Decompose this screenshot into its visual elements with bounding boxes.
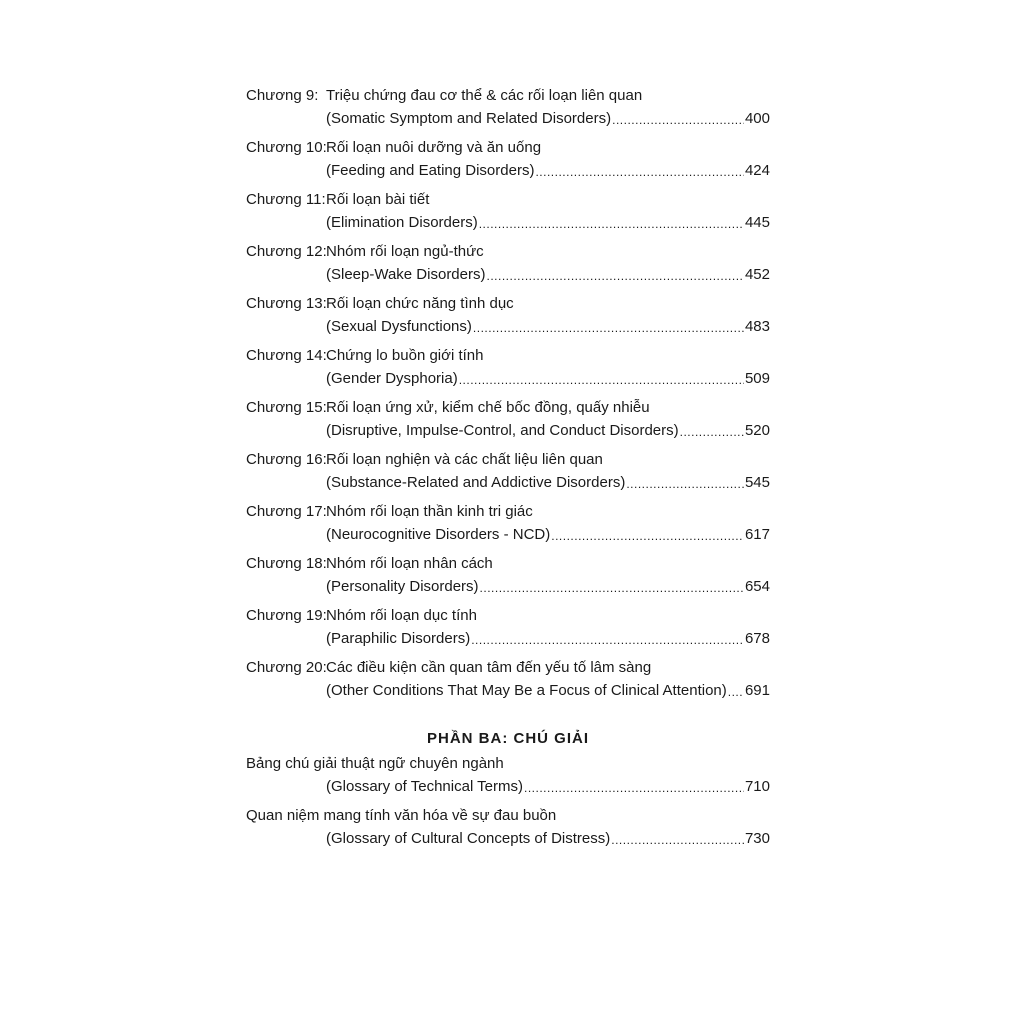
toc-entry[interactable] (246, 752, 770, 804)
dot-leader (612, 107, 744, 130)
dot-leader (524, 775, 744, 798)
page-number: 445 (744, 214, 770, 231)
page-number: 424 (744, 162, 770, 179)
page-number: 710 (744, 778, 770, 795)
dot-leader (626, 471, 744, 494)
chapter-title: Nhóm rối loạn nhân cách (326, 555, 493, 572)
chapter-label: Chương 14: (246, 347, 327, 364)
toc-entry[interactable] (246, 656, 770, 708)
page-number: 678 (744, 630, 770, 647)
dot-leader (487, 263, 744, 286)
chapter-label: Chương 13: (246, 295, 327, 312)
chapter-label: Chương 17: (246, 503, 327, 520)
toc-entry[interactable] (246, 240, 770, 292)
chapter-title: Triệu chứng đau cơ thể & các rối loạn liên quan (326, 87, 643, 104)
chapter-label: Chương 19: (246, 607, 327, 624)
toc-entry[interactable] (246, 292, 770, 344)
page-number: 654 (744, 578, 770, 595)
page-number: 509 (744, 370, 770, 387)
chapter-label: Chương 20: (246, 659, 327, 676)
page-number: 452 (744, 266, 770, 283)
dot-leader (479, 211, 744, 234)
chapter-label: Chương 18: (246, 555, 327, 572)
toc-entry[interactable] (246, 188, 770, 240)
chapter-label: Chương 15: (246, 399, 327, 416)
chapter-title: Rối loạn nuôi dưỡng và ăn uống (326, 139, 542, 156)
toc-entry[interactable] (246, 396, 770, 448)
chapter-title: Rối loạn ứng xử, kiểm chế bốc đồng, quấy nhiễu (326, 399, 650, 416)
page-number: 691 (744, 682, 770, 699)
chapter-label: Chương 9: (246, 87, 319, 104)
glossary-list (246, 752, 770, 856)
chapter-title: Rối loạn chức năng tình dục (326, 295, 514, 312)
glossary-title: Quan niệm mang tính văn hóa về sự đau buồn (246, 807, 557, 824)
chapter-label: Chương 10: (246, 139, 327, 156)
chapter-english-title: (Sexual Dysfunctions) (326, 318, 472, 335)
dot-leader (480, 575, 744, 598)
chapter-title: Nhóm rối loạn thần kinh tri giác (326, 503, 533, 520)
page-number: 520 (744, 422, 770, 439)
dot-leader (535, 159, 744, 182)
glossary-title: Bảng chú giải thuật ngữ chuyên ngành (246, 755, 504, 772)
toc-entry[interactable] (246, 344, 770, 396)
dot-leader (551, 523, 744, 546)
toc-entry[interactable] (246, 448, 770, 500)
chapter-english-title: (Feeding and Eating Disorders) (326, 162, 535, 179)
chapter-title: Chứng lo buồn giới tính (326, 347, 484, 364)
dot-leader (611, 827, 744, 850)
chapter-english-title: (Other Conditions That May Be a Focus of Clinical Attention) (326, 682, 727, 699)
page-number: 545 (744, 474, 770, 491)
chapter-english-title: (Sleep-Wake Disorders) (326, 266, 486, 283)
dot-leader (473, 315, 744, 338)
chapter-title: Các điều kiện cần quan tâm đến yếu tố lâm sàng (326, 659, 652, 676)
dot-leader (680, 419, 744, 442)
toc-entry[interactable] (246, 552, 770, 604)
page-number: 483 (744, 318, 770, 335)
chapter-title: Nhóm rối loạn ngủ-thức (326, 243, 484, 260)
chapter-title: Nhóm rối loạn dục tính (326, 607, 477, 624)
page-number: 730 (744, 830, 770, 847)
glossary-english-title: (Glossary of Cultural Concepts of Distress) (326, 830, 611, 847)
chapter-english-title: (Somatic Symptom and Related Disorders) (326, 110, 612, 127)
chapter-english-title: (Neurocognitive Disorders - NCD) (326, 526, 551, 543)
toc-entry[interactable] (246, 500, 770, 552)
chapter-english-title: (Elimination Disorders) (326, 214, 478, 231)
chapter-english-title: (Paraphilic Disorders) (326, 630, 471, 647)
part-three-heading: PHẦN BA: CHÚ GIẢI (427, 730, 589, 747)
chapter-english-title: (Personality Disorders) (326, 578, 479, 595)
page-number: 400 (744, 110, 770, 127)
chapter-list (246, 84, 770, 708)
toc-entry[interactable] (246, 804, 770, 856)
glossary-english-title: (Glossary of Technical Terms) (326, 778, 524, 795)
chapter-title: Rối loạn nghiện và các chất liệu liên quan (326, 451, 603, 468)
dot-leader (471, 627, 744, 650)
dot-leader (728, 679, 744, 702)
chapter-english-title: (Gender Dysphoria) (326, 370, 458, 387)
chapter-label: Chương 12: (246, 243, 327, 260)
dot-leader (459, 367, 744, 390)
chapter-english-title: (Substance-Related and Addictive Disorders) (326, 474, 626, 491)
chapter-title: Rối loạn bài tiết (326, 191, 430, 208)
toc-entry[interactable] (246, 604, 770, 656)
toc-entry[interactable] (246, 136, 770, 188)
chapter-english-title: (Disruptive, Impulse-Control, and Conduct Disorders) (326, 422, 679, 439)
chapter-label: Chương 16: (246, 451, 327, 468)
chapter-label: Chương 11: (246, 191, 326, 208)
page-number: 617 (744, 526, 770, 543)
toc-entry[interactable] (246, 84, 770, 136)
